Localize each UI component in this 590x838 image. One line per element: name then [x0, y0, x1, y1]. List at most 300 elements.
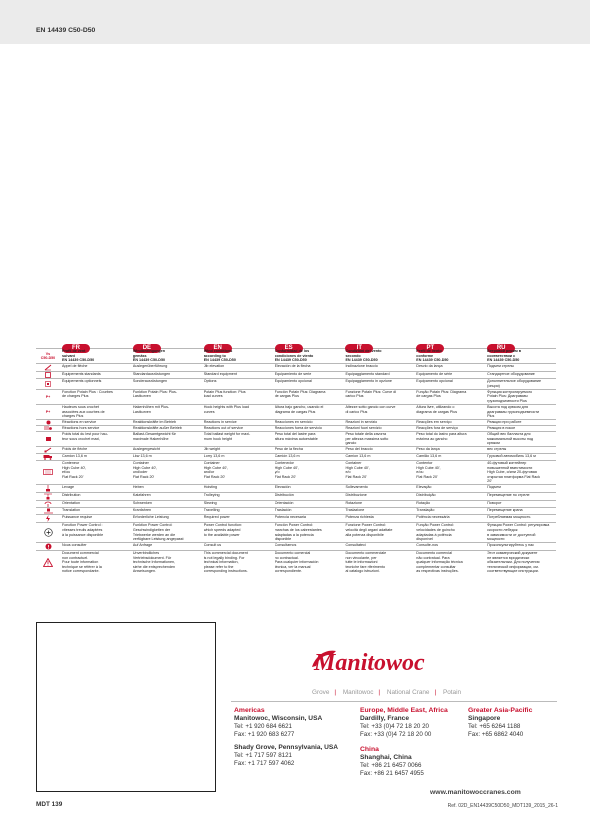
legend-cell-en: [202, 523, 273, 542]
legend-text: velocità degli argani adattate: [345, 527, 393, 532]
legend-cell-ru: [485, 493, 556, 500]
legend-text: Ветровой режим в: [487, 349, 522, 354]
legend-text: EN 14439 C50-D50: [416, 358, 449, 363]
legend-text: Грузовой автомобиль 13,6 м: [487, 454, 536, 459]
legend-text: Funzione Potain Plus: Curve di: [345, 389, 397, 394]
legend-text: Wind conditions: [203, 349, 233, 354]
legend-text: Erforderliche Leistung: [132, 515, 169, 520]
legend-cell-es: [273, 349, 344, 363]
legend-text: adaptadas à potência: [416, 532, 452, 537]
language-pill: DE: [133, 344, 161, 353]
legend-text: Reacciones en servicio: [274, 420, 313, 425]
legend-row: [36, 431, 556, 446]
legend-text: Дополнительное оборудование: [487, 379, 542, 384]
legend-text: per altezza massima sotto: [345, 436, 389, 441]
legend-cell-it: [343, 454, 414, 460]
legend-text: Camión 13,6 m: [274, 454, 300, 459]
legend-text: Distribuzione: [345, 493, 367, 498]
legend-cell-en: [202, 551, 273, 574]
legend-cell-ru: [485, 379, 556, 388]
legend-text: which speeds adapted: [203, 527, 241, 532]
legend-text: Équipements standards: [62, 372, 101, 377]
language-col-fr: [60, 336, 131, 351]
legend-cell-ru: [485, 551, 556, 574]
legend-cell-en: [202, 432, 273, 446]
legend-text: максимальной высоты под: [487, 436, 534, 441]
legend-text: Équipements optionnels: [62, 379, 102, 384]
language-col-pt: [414, 336, 485, 351]
legend-cell-es: [273, 379, 344, 388]
legend-text: Camion 13,6 m: [62, 454, 88, 459]
legend-cell-fr: [60, 379, 131, 388]
legend-text: Поворот: [487, 501, 502, 506]
legend-text: Jib weight: [203, 447, 221, 452]
legend-text: Подъем стрелы: [487, 364, 515, 369]
legend-text: Katzfahren: [132, 493, 151, 498]
legend-cell-en: [202, 461, 273, 484]
legend-cell-pt: [414, 379, 485, 388]
legend-text: Documento comercial: [274, 551, 311, 556]
legend-cell-ru: [485, 420, 556, 425]
legend-cell-fr: [60, 515, 131, 522]
legend-text: Reacciones fuera de servicio: [274, 426, 322, 431]
legend-text: Pour toute information: [62, 560, 99, 565]
legend-text: Puissance requise: [62, 515, 93, 520]
legend-cell-fr: [60, 508, 131, 514]
legend-text: Orientación: [274, 501, 294, 506]
legend-text: Orientation: [62, 501, 81, 506]
hoisting-icon: [36, 485, 60, 492]
legend-text: Peso da lança: [416, 447, 440, 452]
hook-height-plus-icon: [36, 405, 60, 419]
legend-cell-pt: [414, 420, 485, 425]
legend-text: de charges Plus: [62, 394, 89, 399]
legend-text: correspondiente.: [274, 569, 303, 574]
legend-text: Elevación: [274, 485, 291, 490]
legend-text: High Cube 40',: [274, 465, 299, 470]
legend-cell-en: [202, 501, 273, 507]
legend-cell-it: [343, 372, 414, 378]
ballast-weight-icon: [36, 432, 60, 446]
legend-text: Windbedingungen: [132, 349, 165, 354]
legend-text: High Cube 40',: [62, 465, 87, 470]
legend-cell-es: [273, 364, 344, 371]
legend-cell-ru: [485, 461, 556, 484]
legend-text: Document commercial: [62, 551, 99, 556]
legend-cell-it: [343, 543, 414, 550]
legend-cell-it: [343, 508, 414, 514]
legend-text: This commercial document: [203, 551, 248, 556]
language-col-es: [273, 336, 344, 351]
legend-cell-pt: [414, 543, 485, 550]
legend-text: Plus: [487, 414, 495, 419]
legend-text: Heben: [132, 485, 144, 490]
legend-cell-fr: [60, 349, 131, 363]
legend-cell-pt: [414, 426, 485, 431]
legend-text: adaptadas a la potencia: [274, 532, 314, 537]
legend-text: скорости лебедок: [487, 527, 518, 532]
legend-cell-ru: [485, 405, 556, 419]
legend-cell-ru: [485, 485, 556, 492]
legend-cell-de: [131, 501, 202, 507]
legend-text: verfügbare Leistung angepasst: [132, 537, 184, 542]
legend-cell-fr: [60, 447, 131, 453]
legend-text: Potencia necesaria: [274, 515, 306, 520]
legend-cell-it: [343, 461, 414, 484]
legend-cell-ru: [485, 364, 556, 371]
legend-text: 20': [487, 479, 492, 484]
legend-row: [36, 460, 556, 484]
legend-cell-pt: [414, 405, 485, 419]
legend-text: Distribuição: [416, 493, 436, 498]
legend-text: Fonction Power Control :: [62, 523, 103, 528]
legend-text: Reaktionskräfte im Betrieb: [132, 420, 177, 425]
legend-text: no contractual.: [274, 555, 299, 560]
power-control-icon: [36, 523, 60, 542]
legend-text: Elevação: [416, 485, 432, 490]
legend-text: load curves: [203, 394, 223, 399]
legend-text: complementar consultar: [416, 564, 456, 569]
legend-text: Reactions out of service: [203, 426, 244, 431]
legend-cell-en: [202, 508, 273, 514]
legend-text: не является юридически: [487, 555, 530, 560]
legend-text: Flat Rack 20': [416, 474, 438, 479]
legend-text: vitesses treuils adaptées: [62, 527, 103, 532]
legend-cell-it: [343, 515, 414, 522]
legend-text: Função Power Control:: [416, 523, 455, 528]
legend-text: Options: [203, 379, 217, 384]
legend-cell-de: [131, 349, 202, 363]
legend-text: mum hook height: [203, 436, 233, 441]
legend-cell-es: [273, 447, 344, 453]
legend-text: to the available power: [203, 532, 240, 537]
legend-text: please refer to the: [203, 564, 234, 569]
legend-text: Lastkurven: [132, 394, 151, 399]
legend-text: Función Power Control:: [274, 523, 314, 528]
legend-cell-ru: [485, 508, 556, 514]
legend-text: 40-футовый контейнер: [487, 461, 527, 466]
legend-cell-pt: [414, 349, 485, 363]
legend-cell-de: [131, 515, 202, 522]
legend-cell-fr: [60, 405, 131, 419]
legend-cell-pt: [414, 551, 485, 574]
legend-text: Distribution: [62, 493, 81, 498]
legend-cell-pt: [414, 447, 485, 453]
legend-text: Appel de flèche: [62, 364, 88, 369]
wind-speed-icon: [36, 349, 60, 363]
legend-text: à la puissance disponible: [62, 532, 104, 537]
legend-text: gancio: [345, 441, 357, 446]
legend-text: Flat Rack 20': [345, 474, 367, 479]
legend-text: Flat Rack 20': [203, 474, 226, 479]
legend-text: técnica, ver la manual: [274, 564, 311, 569]
legend-cell-it: [343, 447, 414, 453]
icon-label: Vs: [45, 352, 51, 357]
legend-text: Стандартное оборудование: [487, 372, 535, 377]
legend-cell-fr: [60, 485, 131, 492]
legend-text: e/ou: [416, 470, 424, 475]
legend-text: não contratual. Para: [416, 555, 450, 560]
legend-cell-ru: [485, 454, 556, 460]
legend-text: Inclinazione braccio: [345, 364, 378, 369]
legend-text: Equipamiento opcional: [274, 379, 312, 384]
legend-cell-es: [273, 485, 344, 492]
legend-cell-de: [131, 551, 202, 574]
legend-cell-es: [273, 508, 344, 514]
legend-text: Total ballast weight for maxi-: [203, 432, 251, 437]
legend-cell-fr: [60, 420, 131, 425]
legend-cell-de: [131, 493, 202, 500]
legend-text: обязательным. Для получения: [487, 560, 540, 565]
manitowoc-logo: [306, 645, 482, 679]
legend-cell-fr: [60, 543, 131, 550]
legend-text: Para cualquier información: [274, 560, 319, 565]
legend-cell-fr: [60, 461, 131, 484]
legend-text: Power Control function:: [203, 523, 243, 528]
legend-cell-ru: [485, 447, 556, 453]
legend-text: Перемещение крана: [487, 508, 523, 513]
legend-text: High Cube, и/или 20-футовая: [487, 470, 537, 475]
legend-cell-it: [343, 432, 414, 446]
legend-text: Anweisungen.: [132, 569, 157, 574]
legend-cell-de: [131, 454, 202, 460]
logo-text: Manitowoc: [314, 650, 425, 676]
legend-text: Consult us: [203, 543, 222, 548]
legend-text: suivant: [62, 353, 75, 358]
legend-text: Этот коммерческий документ: [487, 551, 538, 556]
legend-text: velocidades de guincho: [416, 527, 455, 532]
legend-cell-es: [273, 426, 344, 431]
legend-cell-de: [131, 543, 202, 550]
legend-text: Hakenhöhen mit Plus-: [132, 404, 170, 409]
legend-cell-it: [343, 379, 414, 388]
legend-text: Peso totale della zavorra: [345, 432, 387, 437]
legend-cell-it: [343, 349, 414, 363]
legend-text: carico Plus: [345, 394, 364, 399]
legend-text: Altura livre, utilizando o: [416, 404, 455, 409]
legend-text: Unverbindliches: [132, 551, 160, 556]
legend-text: Hoisting: [203, 485, 218, 490]
legend-text: Conteneur: [62, 461, 80, 466]
legend-text: Equipamento opcional: [416, 379, 453, 384]
legend-row: [36, 404, 556, 419]
legend-cell-en: [202, 447, 273, 453]
legend-text: Translação: [416, 508, 435, 513]
legend-text: Levage: [62, 485, 75, 490]
legend-text: Camion 13,6 m: [345, 454, 371, 459]
legend-text: Rotação: [416, 501, 431, 506]
legend-cell-pt: [414, 454, 485, 460]
legend-cell-fr: [60, 523, 131, 542]
legend-text: Contentor: [416, 461, 433, 466]
legend-text: Réactions en service: [62, 420, 97, 425]
legend-text: Consultarnos: [274, 543, 297, 548]
legend-cell-en: [202, 426, 273, 431]
legend-text: curves: [203, 409, 215, 414]
legend-row: [36, 371, 556, 378]
language-pill: ES: [275, 344, 303, 353]
legend-cell-it: [343, 493, 414, 500]
legend-cell-en: [202, 493, 273, 500]
legend-cell-de: [131, 485, 202, 492]
legend-text: charges Plus: [62, 414, 84, 419]
legend-text: Funktion Power Control:: [132, 523, 173, 528]
brand-manitowoc: Manitowoc: [342, 689, 374, 696]
icon-label: P+: [45, 409, 51, 414]
legend-cell-en: [202, 543, 273, 550]
legend-text: крюком: [487, 441, 500, 446]
legend-text: Triebwerke werden an die: [132, 532, 176, 537]
legend-text: Geschwindigkeiten der: [132, 527, 171, 532]
legend-text: technical information,: [203, 560, 239, 565]
legend-text: Documento comercial: [416, 551, 452, 556]
legend-text: открытая платформа Flat Rack: [487, 474, 540, 479]
potain-plus-icon: [36, 390, 60, 404]
legend-cell-ru: [485, 390, 556, 404]
legend-row: [36, 446, 556, 453]
legend-text: High Cube 40',: [416, 465, 441, 470]
region-emea: Europe, Middle East, Africa Dardilly, France Tel: +33 (0)4 72 18 20 20 Fax: +33 (0)4 72 18 20 00: [360, 707, 448, 738]
legend-cell-de: [131, 390, 202, 404]
legend-text: Reaktionskräfte außer Betrieb: [132, 426, 182, 431]
legend-text: мощности: [487, 537, 505, 542]
legend-text: Equipaggiamento in opzione: [345, 379, 392, 384]
legend-text: Reazioni fuori servizio: [345, 426, 382, 431]
legend-text: Travelling: [203, 508, 220, 513]
legend-table: [36, 336, 556, 574]
legend-cell-fr: [60, 372, 131, 378]
legend-text: Condizioni del vento: [345, 349, 382, 354]
legend-cell-en: [202, 454, 273, 460]
legend-text: Flat Rack 20': [62, 474, 84, 479]
legend-text: Peso de la flecha: [274, 447, 303, 452]
legend-text: tecniche fare riferimento: [345, 564, 385, 569]
legend-text: disponible: [274, 537, 292, 542]
legend-cell-en: [202, 485, 273, 492]
legend-text: und/oder: [132, 470, 148, 475]
legend-text: Altezze sotto gancio con curve: [345, 404, 396, 409]
language-pill: IT: [345, 344, 373, 353]
legend-text: Подъем: [487, 485, 501, 490]
legend-text: Функция Power Control: регулировка: [487, 523, 550, 528]
legend-text: Kranfahren: [132, 508, 152, 513]
legend-text: Peso del braccio: [345, 447, 373, 452]
legend-cell-de: [131, 372, 202, 378]
legend-text: Contenedor: [274, 461, 294, 466]
legend-text: disponível: [416, 537, 433, 542]
image-frame: [36, 622, 216, 792]
legend-cell-pt: [414, 508, 485, 514]
legend-cell-pt: [414, 432, 485, 446]
legend-text: and/or: [203, 470, 215, 475]
mdt-number: MDT 139: [36, 801, 63, 808]
language-col-en: [202, 336, 273, 351]
brand-potain: Potain: [442, 689, 462, 696]
legend-cell-pt: [414, 515, 485, 522]
legend-text: Consultateci: [345, 543, 366, 548]
legend-text: technique se référer à la: [62, 564, 102, 569]
legend-row: [36, 425, 556, 431]
legend-text: y/o: [274, 470, 280, 475]
legend-text: соответствии с: [487, 353, 516, 358]
legend-cell-it: [343, 364, 414, 371]
legend-text: Auf Anfrage: [132, 543, 153, 548]
legend-cell-de: [131, 508, 202, 514]
legend-row: [36, 522, 556, 542]
legend-text: Poids total du lest pour hau-: [62, 432, 108, 437]
legend-row: [36, 500, 556, 507]
legend-cell-pt: [414, 493, 485, 500]
legend-text: Peso total del lastre para: [274, 432, 316, 437]
legend-text: siehe die entsprechenden: [132, 564, 176, 569]
legend-text: Ballast-Gesamtgewicht für: [132, 432, 176, 437]
legend-cell-ru: [485, 543, 556, 550]
doc-title: EN 14439 C50-D50: [36, 27, 96, 34]
legend-row: [36, 363, 556, 371]
language-col-ru: [485, 336, 556, 351]
legend-cell-ru: [485, 372, 556, 378]
legend-cell-pt: [414, 364, 485, 371]
legend-text: is not legally binding. For: [203, 555, 245, 560]
legend-text: Potenza richiesta: [345, 515, 374, 520]
legend-text: teur sous crochet maxi,: [62, 436, 101, 441]
legend-cell-pt: [414, 485, 485, 492]
legend-row: [36, 348, 556, 363]
legend-cell-de: [131, 405, 202, 419]
language-header: [36, 336, 556, 351]
website-link[interactable]: www.manitowoccranes.com: [430, 789, 521, 796]
legend-cell-fr: [60, 426, 131, 431]
legend-text: Auslegerüberführung: [132, 364, 168, 369]
legend-text: High Cube 40',: [203, 465, 228, 470]
legend-cell-ru: [485, 515, 556, 522]
legend-text: Проконсультируйтесь у нас: [487, 543, 534, 548]
legend-row: [36, 550, 556, 574]
legend-text: Container: [345, 461, 362, 466]
legend-cell-de: [131, 364, 202, 371]
legend-text: Equipamento de série: [416, 372, 453, 377]
optional-equipment-icon: [36, 379, 60, 388]
legend-text: Sollevamento: [345, 485, 368, 490]
legend-text: (опции): [487, 383, 500, 388]
icon-label: P+: [45, 394, 51, 399]
divider: [231, 701, 557, 702]
legend-row: [36, 507, 556, 514]
legend-text: Lkw 13,6 m: [132, 454, 152, 459]
legend-text: altura máxima autoestable: [274, 436, 318, 441]
jib-weight-icon: [36, 447, 60, 453]
in-service-icon: [36, 420, 60, 425]
legend-cell-ru: [485, 432, 556, 446]
legend-cell-pt: [414, 390, 485, 404]
legend-row: [36, 542, 556, 550]
language-pill: RU: [487, 344, 515, 353]
legend-text: Flat Rack 20': [274, 474, 296, 479]
brand-line: Grove | Manitowoc | National Crane | Potain: [312, 689, 462, 696]
legend-text: Equipamiento de serie: [274, 372, 312, 377]
legend-text: Высота под крюком для: [487, 404, 528, 409]
truck-icon: [36, 454, 60, 460]
legend-cell-es: [273, 405, 344, 419]
legend-text: Consulte-nos: [416, 543, 439, 548]
legend-text: High Cube 40',: [345, 465, 370, 470]
legend-text: Traslación: [274, 508, 292, 513]
legend-row: [36, 389, 556, 404]
legend-text: gemäss: [132, 353, 147, 358]
legend-text: Documento commerciale: [345, 551, 387, 556]
legend-cell-it: [343, 523, 414, 542]
legend-text: non contractuel.: [62, 555, 89, 560]
